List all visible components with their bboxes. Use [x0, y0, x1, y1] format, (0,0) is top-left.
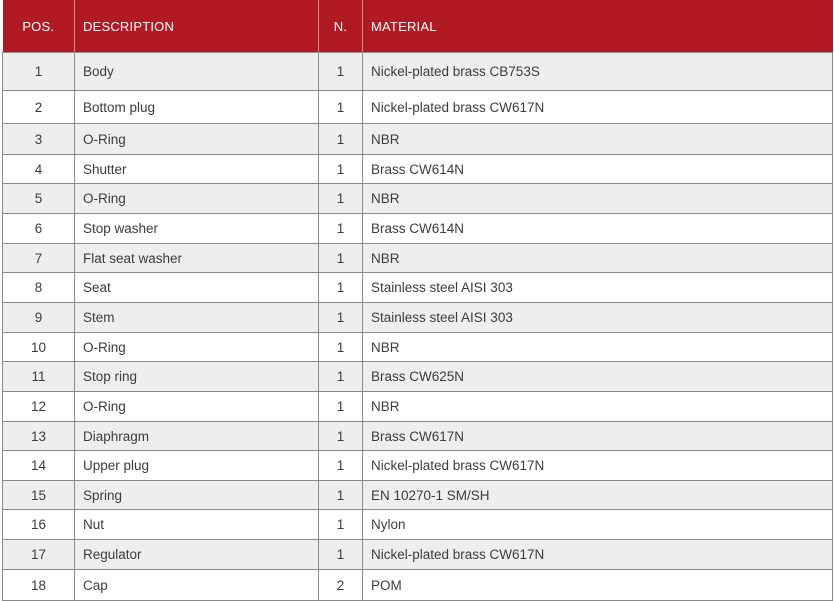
table-row — [3, 570, 833, 601]
cell-material: Nickel-plated brass CW617N — [363, 540, 833, 570]
table-row — [3, 392, 833, 422]
table-row — [3, 303, 833, 333]
cell-material: Brass CW614N — [363, 155, 833, 184]
cell-pos: 6 — [3, 214, 75, 244]
cell-quantity: 1 — [319, 273, 363, 303]
cell-description: Shutter — [75, 155, 319, 184]
cell-quantity: 1 — [319, 333, 363, 362]
table-row — [3, 184, 833, 214]
cell-material: NBR — [363, 184, 833, 214]
cell-pos: 12 — [3, 392, 75, 422]
table-row — [3, 91, 833, 124]
table-row — [3, 540, 833, 570]
cell-pos: 15 — [3, 481, 75, 510]
cell-material: NBR — [363, 124, 833, 155]
table-row — [3, 362, 833, 392]
parts-table — [2, 0, 833, 601]
cell-pos: 10 — [3, 333, 75, 362]
table-row — [3, 155, 833, 184]
cell-material: Brass CW625N — [363, 362, 833, 392]
cell-quantity: 1 — [319, 451, 363, 481]
cell-pos: 8 — [3, 273, 75, 303]
cell-description: Stem — [75, 303, 319, 333]
cell-quantity: 1 — [319, 392, 363, 422]
cell-description: Nut — [75, 510, 319, 540]
table-header — [3, 0, 833, 53]
cell-pos: 18 — [3, 570, 75, 601]
cell-pos: 1 — [3, 53, 75, 91]
header-row — [3, 0, 833, 53]
table-row — [3, 422, 833, 451]
cell-quantity: 1 — [319, 91, 363, 124]
table-row — [3, 53, 833, 91]
cell-quantity: 1 — [319, 244, 363, 273]
cell-pos: 9 — [3, 303, 75, 333]
cell-description: Stop ring — [75, 362, 319, 392]
cell-material: Nickel-plated brass CB753S — [363, 53, 833, 91]
cell-pos: 13 — [3, 422, 75, 451]
cell-material: NBR — [363, 244, 833, 273]
cell-pos: 14 — [3, 451, 75, 481]
cell-material: POM — [363, 570, 833, 601]
table-row — [3, 510, 833, 540]
cell-pos: 4 — [3, 155, 75, 184]
cell-material: NBR — [363, 392, 833, 422]
cell-material: Brass CW614N — [363, 214, 833, 244]
cell-material: NBR — [363, 333, 833, 362]
cell-material: Nickel-plated brass CW617N — [363, 91, 833, 124]
table-row — [3, 244, 833, 273]
cell-material: EN 10270-1 SM/SH — [363, 481, 833, 510]
cell-material: Nylon — [363, 510, 833, 540]
cell-quantity: 1 — [319, 422, 363, 451]
cell-quantity: 1 — [319, 303, 363, 333]
cell-description: Stop washer — [75, 214, 319, 244]
cell-description: Cap — [75, 570, 319, 601]
header-material: MATERIAL — [363, 0, 833, 53]
cell-quantity: 1 — [319, 481, 363, 510]
cell-description: Diaphragm — [75, 422, 319, 451]
table-row — [3, 214, 833, 244]
cell-quantity: 1 — [319, 362, 363, 392]
table-row — [3, 333, 833, 362]
cell-pos: 16 — [3, 510, 75, 540]
header-pos: POS. — [3, 0, 75, 53]
table-body — [3, 53, 833, 601]
cell-description: O-Ring — [75, 392, 319, 422]
cell-quantity: 1 — [319, 540, 363, 570]
cell-description: O-Ring — [75, 333, 319, 362]
cell-description: O-Ring — [75, 124, 319, 155]
cell-material: Stainless steel AISI 303 — [363, 273, 833, 303]
cell-quantity: 1 — [319, 184, 363, 214]
cell-description: Flat seat washer — [75, 244, 319, 273]
cell-pos: 17 — [3, 540, 75, 570]
cell-quantity: 2 — [319, 570, 363, 601]
cell-pos: 5 — [3, 184, 75, 214]
cell-pos: 11 — [3, 362, 75, 392]
cell-pos: 2 — [3, 91, 75, 124]
cell-description: Spring — [75, 481, 319, 510]
cell-quantity: 1 — [319, 214, 363, 244]
header-description: DESCRIPTION — [75, 0, 319, 53]
cell-description: Body — [75, 53, 319, 91]
cell-material: Stainless steel AISI 303 — [363, 303, 833, 333]
cell-material: Nickel-plated brass CW617N — [363, 451, 833, 481]
table-row — [3, 481, 833, 510]
cell-pos: 3 — [3, 124, 75, 155]
cell-quantity: 1 — [319, 124, 363, 155]
cell-description: Bottom plug — [75, 91, 319, 124]
cell-quantity: 1 — [319, 155, 363, 184]
cell-description: O-Ring — [75, 184, 319, 214]
cell-quantity: 1 — [319, 510, 363, 540]
table-row — [3, 451, 833, 481]
cell-description: Seat — [75, 273, 319, 303]
header-quantity: N. — [319, 0, 363, 53]
table-row — [3, 124, 833, 155]
cell-pos: 7 — [3, 244, 75, 273]
cell-material: Brass CW617N — [363, 422, 833, 451]
table-row — [3, 273, 833, 303]
cell-quantity: 1 — [319, 53, 363, 91]
cell-description: Regulator — [75, 540, 319, 570]
cell-description: Upper plug — [75, 451, 319, 481]
